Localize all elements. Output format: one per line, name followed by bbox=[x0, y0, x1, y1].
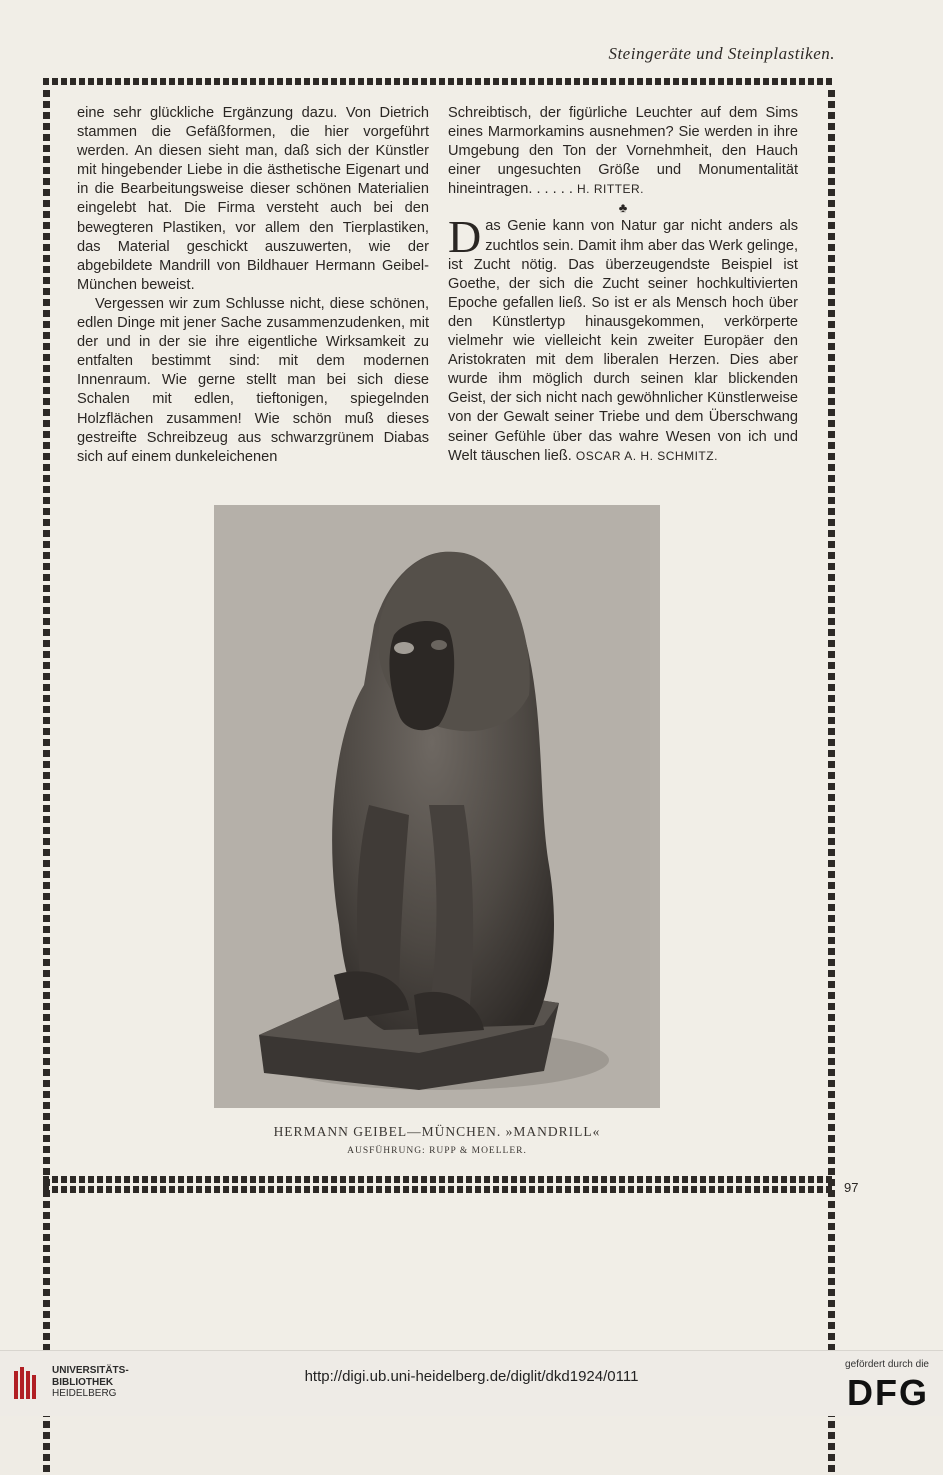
frame-top-border bbox=[43, 78, 835, 85]
library-line-3: HEIDELBERG bbox=[52, 1388, 117, 1399]
left-paragraph-1: eine sehr glückliche Ergänzung dazu. Von Dietrich stammen die Gefäßformen, die hier vorgeführt werden. An diesen sieht man, daß sich der Künstler mit hingebender Liebe in die ästhetische Eigenart und in die Bearbeitungsweise dieser schönen Materialien eingelebt hat. Die Firma versteht auch bei den bewegteren Plastiken, vor allem den Tierplastiken, das Material geschickt auszuwerten, wie der abgebildete Mandrill von Bildhauer Hermann Geibel-München beweist. bbox=[77, 105, 429, 293]
mandrill-sculpture-image bbox=[214, 505, 660, 1108]
running-head: Steingeräte und Steinplastiken. bbox=[608, 44, 835, 63]
figure-subcaption: AUSFÜHRUNG: RUPP & MOELLER. bbox=[347, 1146, 527, 1156]
frame-right-border bbox=[828, 90, 835, 1475]
right-column bbox=[448, 104, 798, 466]
drop-cap: D bbox=[448, 211, 482, 263]
author-ritter: H. RITTER. bbox=[577, 182, 644, 197]
dfg-logo: DFG bbox=[847, 1372, 929, 1413]
left-paragraph-2: Vergessen wir zum Schlusse nicht, diese schönen, edlen Dinge mit jener Sache zusammenzudenken, mit der und in der sie ihre eigentliche Wirksamkeit zu entfalten bestimmt sind: mit dem modernen Innenraum. Wie gerne stellt man bei sich diese Schalen mit edlen, tieftonigen, spiegelnden Holzflächen zusammen! Wie schön muß dieses gestreifte Schreibzeug aus schwarzgrünem Diabas sich auf einem dunkeleichenen bbox=[77, 295, 429, 465]
frame-left-border bbox=[43, 90, 50, 1475]
right-paragraph-2 bbox=[448, 211, 798, 465]
right-paragraph-2-text: as Genie kann von Natur gar nicht anders als zuchtlos sein. Damit ihm aber das Werk gelinge, ist Zucht nötig. Das überzeugendste Beispiel ist Goethe, der sich die Zucht seiner hochkultivierten Epoche gefallen ließ. So ist er als Mensch hoch über den Künstlertyp hinausgekommen, verkörperte vielmehr wie vielleicht kein zweiter Europäer den Aristokraten mit dem liberalen Herzen. Dies aber wurde ihm möglich durch seinen klar blickenden Geist, der sich nicht nach gewöhnlicher Künstlerweise von der Gewalt seiner Triebe und dem Überschwang seiner Gefühle über das wahre Wesen von ich und Welt täuschen ließ. bbox=[448, 218, 798, 464]
right-paragraph-1 bbox=[448, 104, 798, 199]
footer-bar bbox=[0, 1350, 943, 1416]
mandrill-sculpture-photo bbox=[214, 505, 660, 1108]
source-url-link[interactable]: http://digi.ub.uni-heidelberg.de/diglit/dkd1924/0111 bbox=[304, 1368, 639, 1385]
right-paragraph-1-text: Schreibtisch, der figürliche Leuchter auf dem Sims eines Marmorkamins ausnehmen? Sie werden in ihre Umgebung den Ton der Vornehmheit, den Hauch einer ungesuchten Größe und Monumentalität hineintragen. . . . . . bbox=[448, 105, 798, 198]
figure-caption: HERMANN GEIBEL—MÜNCHEN. »MANDRILL« bbox=[273, 1124, 601, 1139]
frame-bottom-border-lower bbox=[43, 1186, 835, 1193]
left-column bbox=[77, 104, 429, 467]
author-schmitz: OSCAR A. H. SCHMITZ. bbox=[575, 448, 718, 463]
funded-by-label: gefördert durch die bbox=[845, 1359, 929, 1370]
frame-bottom-border bbox=[43, 1176, 835, 1183]
library-line-1: UNIVERSITÄTS- bbox=[52, 1365, 129, 1376]
library-line-2: BIBLIOTHEK bbox=[52, 1376, 114, 1388]
section-ornament-icon: ♣ bbox=[618, 200, 628, 216]
page-number: 97 bbox=[844, 1180, 859, 1195]
